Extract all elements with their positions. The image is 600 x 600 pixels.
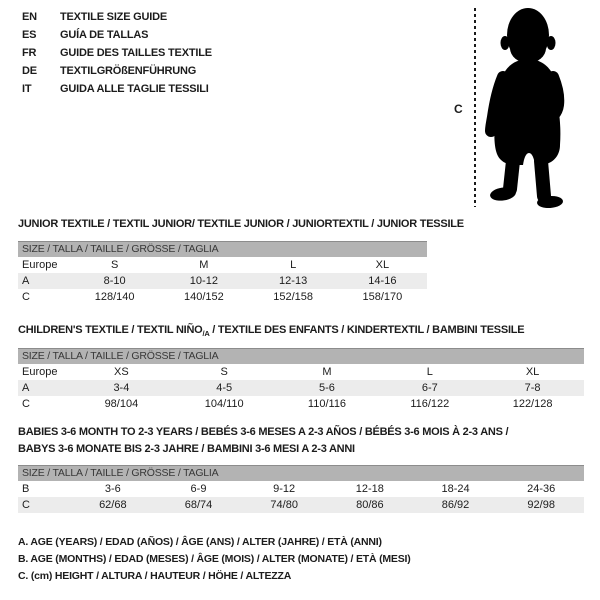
lang-row-es	[22, 26, 212, 44]
height-cell: 98/104	[104, 398, 139, 410]
age-cell: 3-6	[104, 483, 121, 495]
age-cell: 3-4	[113, 382, 130, 394]
children-title-sub: /A	[202, 329, 210, 339]
legend-footnotes	[18, 534, 411, 585]
children-title-pre: CHILDREN'S TEXTILE / TEXTIL NIÑO	[18, 324, 203, 336]
height-cell: 116/122	[410, 398, 450, 410]
junior-title-text: JUNIOR TEXTILE / TEXTIL JUNIOR/ TEXTILE JUNIOR / JUNIORTEXTIL / JUNIOR TESSILE	[18, 218, 464, 230]
babies-table-rows	[18, 481, 584, 513]
height-cell: 122/128	[512, 398, 553, 410]
size-cell: S	[220, 366, 228, 378]
age-cell: 5-6	[319, 382, 335, 394]
baby-silhouette-icon	[482, 3, 586, 210]
age-cell: 4-5	[216, 382, 233, 394]
age-cell: 12-13	[279, 275, 308, 287]
lang-title: TEXTILGRÖßENFÜHRUNG	[60, 65, 197, 77]
age-cell: 14-16	[368, 275, 397, 287]
row-label: C	[22, 499, 30, 511]
babies-size-table	[18, 465, 584, 513]
lang-title: GUIDA ALLE TAGLIE TESSILI	[60, 83, 209, 95]
row-label: Europe	[22, 366, 58, 378]
height-measure-label: C	[454, 102, 463, 116]
lang-title: TEXTILE SIZE GUIDE	[60, 11, 168, 23]
babies-section-title	[18, 424, 508, 458]
size-cell: L	[290, 259, 297, 271]
footnote-c: C. (cm) HEIGHT / ALTURA / HAUTEUR / HÖHE / ALTEZZA	[18, 570, 292, 582]
age-cell: 9-12	[273, 483, 296, 495]
lang-row-fr	[22, 44, 212, 62]
height-cell: 80/86	[356, 499, 384, 511]
language-header	[22, 8, 212, 98]
lang-code: FR	[22, 47, 37, 59]
height-dashed-line-icon	[474, 8, 476, 207]
children-size-table	[18, 348, 584, 412]
row-label: A	[22, 275, 30, 287]
table-row	[18, 364, 584, 380]
height-cell: 62/68	[99, 499, 127, 511]
age-cell: 7-8	[524, 382, 541, 394]
size-cell: M	[322, 366, 332, 378]
junior-table-rows	[18, 257, 427, 305]
lang-row-it	[22, 80, 212, 98]
size-header-band: SIZE / TALLA / TAILLE / GRÖSSE / TAGLIA	[18, 465, 584, 481]
size-cell: S	[110, 259, 119, 271]
size-cell: XL	[525, 366, 540, 378]
height-cell: 68/74	[184, 499, 213, 511]
children-title-post: / TEXTILE DES ENFANTS / KINDERTEXTIL / BAMBINI TESSILE	[209, 324, 525, 336]
table-row	[18, 257, 427, 273]
age-cell: 24-36	[527, 483, 556, 495]
table-row	[18, 273, 427, 289]
table-row	[18, 497, 584, 513]
row-label: B	[22, 483, 30, 495]
row-label: C	[22, 398, 30, 410]
table-row	[18, 481, 584, 497]
height-cell: 104/110	[204, 398, 244, 410]
lang-code: ES	[22, 29, 37, 41]
lang-title: GUÍA DE TALLAS	[60, 29, 149, 41]
table-row	[18, 396, 584, 412]
size-cell: XS	[114, 366, 129, 378]
babies-title-line2: BABYS 3-6 MONATE BIS 2-3 JAHRE / BAMBINI 3-6 MESI A 2-3 ANNI	[18, 443, 355, 455]
table-row	[18, 289, 427, 305]
children-table-rows	[18, 364, 584, 412]
lang-row-de	[22, 62, 212, 80]
baby-figure	[448, 0, 600, 215]
footnote-a: A. AGE (YEARS) / EDAD (AÑOS) / ÂGE (ANS) / ALTER (JAHRE) / ETÀ (ANNI)	[18, 536, 382, 548]
junior-size-table	[18, 241, 427, 305]
row-label: Europe	[22, 259, 58, 271]
size-header-band: SIZE / TALLA / TAILLE / GRÖSSE / TAGLIA	[18, 348, 584, 364]
footnote-b: B. AGE (MONTHS) / EDAD (MESES) / ÂGE (MOIS) / ALTER (MONATE) / ETÀ (MESI)	[18, 553, 411, 565]
row-label: C	[22, 291, 30, 303]
height-cell: 128/140	[94, 291, 135, 303]
age-cell: 8-10	[103, 275, 126, 287]
height-cell: 74/80	[270, 499, 298, 511]
height-cell: 158/170	[362, 291, 403, 303]
age-cell: 18-24	[441, 483, 470, 495]
children-section-title	[18, 322, 524, 342]
row-label: A	[22, 382, 30, 394]
lang-code: EN	[22, 11, 37, 23]
lang-code: IT	[22, 83, 32, 95]
size-cell: XL	[375, 259, 390, 271]
table-row	[18, 380, 584, 396]
size-header-band: SIZE / TALLA / TAILLE / GRÖSSE / TAGLIA	[18, 241, 427, 257]
height-cell: 152/158	[273, 291, 313, 303]
size-cell: L	[426, 366, 433, 378]
age-cell: 6-7	[421, 382, 438, 394]
lang-code: DE	[22, 65, 37, 77]
lang-title: GUIDE DES TAILLES TEXTILE	[60, 47, 212, 59]
lang-row-en	[22, 8, 212, 26]
height-cell: 110/116	[307, 398, 347, 410]
height-cell: 140/152	[183, 291, 224, 303]
height-cell: 92/98	[527, 499, 555, 511]
babies-title-line1: BABIES 3-6 MONTH TO 2-3 YEARS / BEBÉS 3-6 MESES A 2-3 AÑOS / BÉBÉS 3-6 MOIS À 2-3 ANS /	[18, 426, 509, 438]
height-cell: 86/92	[441, 499, 470, 511]
size-cell: M	[199, 259, 209, 271]
age-cell: 10-12	[189, 275, 218, 287]
age-cell: 6-9	[190, 483, 207, 495]
junior-section-title	[18, 216, 464, 233]
age-cell: 12-18	[355, 483, 384, 495]
